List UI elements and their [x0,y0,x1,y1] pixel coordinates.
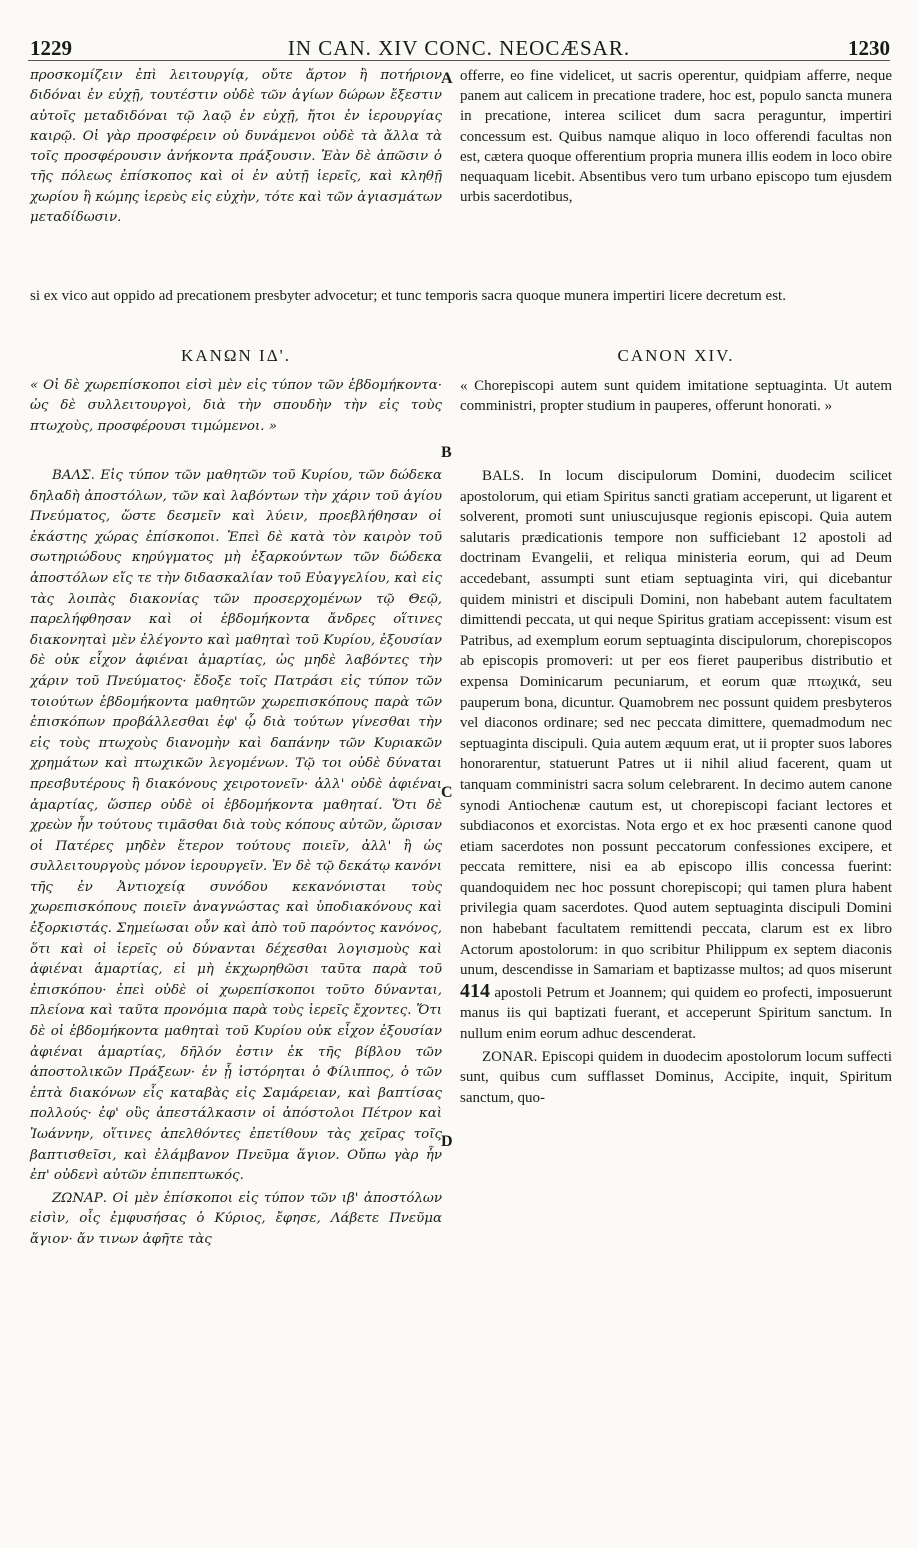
header-rule [28,60,890,61]
full-width-latin: si ex vico aut oppido ad precationem presbyter advocetur; et tunc temporis sacra quoque munera impertiri licere decretum est. [30,288,786,304]
canon-latin-block [460,376,892,416]
column-number-414: 414 [460,979,490,1002]
canon-latin-title: CANON XIV. [617,346,735,365]
page-number-right: 1230 [848,36,890,60]
margin-marker-c: C [441,784,453,801]
top-latin-column [460,66,892,207]
top-greek-text: προσκομίζειν ἐπὶ λειτουργίᾳ, οὔτε ἄρτον ἢ ποτήριον διδόναι ἐν εὐχῇ, τουτέστιν οὐδὲ τῶν ἁγίων δώρων ἔξεστιν αὐτοῖς μεταδιδόναι τῷ λαῷ ἐν εὐχῇ, ἤτοι ἐν ἱερουργίας καιρῷ. Οἱ γὰρ προσφέρειν οὐ δυνάμενοι οὐδὲ τὰ ἄλλα τὰ τοῖς προσφέρουσιν ἀνήκοντα πράξουσιν. Ἐὰν δὲ ἀπῶσιν ὁ τῆς πόλεως ἐπίσκοπος καὶ οἱ ἐν αὐτῇ ἱερεῖς, καὶ κληθῇ χωρίου ἢ κώμης ἱερεὺς εἰς εὐχὴν, τότε καὶ τῶν ἁγιασμάτων μεταδίδωσιν. [30,68,442,226]
balsamon-greek: ΒΑΛΣ. Εἰς τύπον τῶν μαθητῶν τοῦ Κυρίου, τῶν δώδεκα δηλαδὴ ἀποστόλων, τῶν καὶ λαβόντων τὴν χάριν τοῦ ἁγίου Πνεύματος, ὥστε δεσμεῖν καὶ λύειν, προεβλήθησαν οἱ ἑκάστης χώρας ἐπίσκοποι. Ἐπεὶ δὲ κατὰ τὸν καιρὸν τοῦ σωτηριώδους κηρύγματος μὴ ἐξαρκούντων τῶν δώδεκα ἀποστόλων εἴς τε τὴν διδασκαλίαν τοῦ Εὐαγγελίου, καὶ εἰς τὰς λοιπὰς διακονίας τῶν προσερχομένων τῷ Θεῷ, παρελήφθησαν καὶ οἱ ἑβδομήκοντα ἄνδρες οἵτινες διακονηταὶ μὲν ἐλέγοντο καὶ μαθηταὶ τοῦ Κυρίου, ἐξουσίαν δὲ οὐκ εἶχον ἀφιέναι ἁμαρτίας, ὡς μηδὲ λαβόντες τὴν χάριν τοῦ Πνεύματος· ἔδοξε τοῖς Πατράσι εἰς τύπον τῶν τοιούτων ἑβδομήκοντα μαθητῶν χωρεπισκόπους παρὰ τῶν ἐπισκόπων προβάλλεσθαι ἐφ' ᾧ διὰ τούτων γίνεσθαι τὴν εἰς τοὺς πτωχοὺς διανομὴν καὶ δαπάνην τῶν Κυριακῶν χρημάτων καὶ πτωχικῶν λεγομένων. Τῷ τοι οὐδὲ δύναται πρεσβυτέρους ἢ διακόνους χειροτονεῖν· ἀλλ' οὐδὲ ἀφιέναι ἁμαρτίας, ὥσπερ οὐδὲ οἱ ἑβδομήκοντα μαθηταί. Ὅτι δὲ χρεὼν ἦν τούτους τιμᾶσθαι διὰ τοὺς κόπους αὐτῶν, ὥρισαν οἱ Πατέρες μηδὲν ἕτερον τούτους ποιεῖν, ἀλλ' ἢ ὡς συλλειτουργοὺς μόνον ἱερουργεῖν. Ἐν δὲ τῷ δεκάτῳ κανόνι τῆς ἐν Ἀντιοχείᾳ συνόδου κεκανόνισται τοὺς χωρεπισκόπους ποιεῖν ἀναγνώστας καὶ ὑποδιακόνους καὶ ἐξορκιστάς. Σημείωσαι οὖν καὶ ἀπὸ τοῦ παρόντος κανόνος, ὅτι καὶ οἱ ἱερεῖς οὐ δύνανται δέχεσθαι λογισμοὺς καὶ ἀφιέναι ἁμαρτίας, εἰ μὴ ἐκχωρηθῶσι ταῦτα παρὰ τοῦ ἐπισκόπου· ἐπεὶ οὐδὲ οἱ χωρεπίσκοποι τοῦτο δύνανται, πλείονα καὶ ταῦτα προνόμια παρὰ τοὺς ἱερεῖς ἔχοντες. Ὅτι δὲ οἱ ἑβδομήκοντα μαθηταὶ τοῦ Κυρίου οὐκ εἶχον ἐξουσίαν ἀφιέναι ἁμαρτίας, δῆλόν ἐστιν ἐκ τῆς βίβλου τῶν ἀποστολικῶν Πράξεων· ἐν ᾗ ἱστόρηται ὁ Φίλιππος, ὁ τῶν ἑπτὰ διακόνων εἷς καταβὰς εἰς Σαμάρειαν, καὶ βαπτίσας πολλούς· ἐφ' οὓς ἀπεστάλκασιν οἱ ἀπόστολοι Πέτρον καὶ Ἰωάννην, οἵτινες ἀπελθόντες ἐπετίθουν τὰς χεῖρας τοῖς βαπτισθεῖσι, καὶ ἐλάμβανον Πνεῦμα ἅγιον. Οὔπω γὰρ ἦν ἐπ' οὐδενὶ αὐτῶν ἐπιπεπτωκός. [30,468,442,1184]
commentary-latin-column [460,466,892,1108]
top-latin-text: offerre, eo fine videlicet, ut sacris operentur, quidpiam afferre, neque panem aut calicem in precatione tradere, hoc est, populo sancta munera in precatione, interea scilicet dum sacra peraguntur, impertiri concessum est. Quibus namque aliquo in loco offerendi facultas non est, cætera quoque offerentium propria munera illis eodem in loco obire nequaquam licebit. Absentibus vero tum urbano episcopo tum ejusdem urbis sacerdotibus, [460,68,892,206]
canon-greek-text: « Οἱ δὲ χωρεπίσκοποι εἰσὶ μὲν εἰς τύπον τῶν ἑβδομήκοντα· ὡς δὲ συλλειτουργοὶ, διὰ τὴν σπουδὴν τὴν εἰς τοὺς πτωχοὺς, προσφέρουσι τιμώμενοι. » [30,378,442,434]
running-title: IN CAN. XIV CONC. NEOCÆSAR. [287,36,631,60]
canon-greek-title: ΚΑΝΩΝ ΙΔ'. [181,346,291,365]
commentary-greek-column [30,466,442,1251]
running-header [0,14,918,60]
zonaras-latin: ZONAR. Episcopi quidem in duodecim apostolorum locum suffecti sunt, quibus cum sufflasset Dominus, Accipite, inquit, Spiritum sanctum, quo- [460,1048,892,1106]
margin-marker-d: D [441,1133,453,1150]
zonaras-greek: ΖΩΝΑΡ. Οἱ μὲν ἐπίσκοποι εἰς τύπον τῶν ιβ' ἀποστόλων εἰσὶν, οἷς ἐμφυσήσας ὁ Κύριος, ἔφησε, Λάβετε Πνεῦμα ἅγιον· ἄν τινων ἀφῆτε τὰς [30,1190,442,1247]
balsamon-latin-main: BALS. In locum discipulorum Domini, duodecim scilicet apostolorum, qui etiam Spiritus sancti gratiam acceperunt, ut ligarent et solverent, promoti sunt uniuscujusque regionis episcopi. Quia autem salutaris prædicationis tempore non sufficiebant 12 apostoli ad doctrinam Evangelii, et reliqua ministeria eorum, qui ad Deum accedebant, assumpti sunt etiam septuaginta viri, qui dicebantur quidem ministri et discipuli Domini, non habebant autem facultatem dimittendi peccata, ut qui neque Spiritus gratiam accepissent: visum est Patribus, ad exemplum eorum septuaginta discipulorum, chorepiscopos ab episcopis promoveri: ut per eos fieret pauperibus distributio et expensa Dominicarum pecuniarum, et eorum quæ πτωχικά, seu pauperum bona, dicuntur. Quamobrem nec possunt quidem presbyteros vel diaconos ordinare; sed nec peccata dimittere, quemadmodum nec septuaginta discipuli. Quia autem æquum erat, ut ii propter suos labores honorarentur, statuerunt Patres ut ii nihil aliud facerent, quam ut tanquam comministri sacra solum celebrarent. In decimo autem canone synodi Antiochenæ cautum est, ut chorepiscopi faciant lectores et subdiaconos et exorcistas. Nota ergo et ex hoc præsenti canone quod etiam sacerdotes non possunt peccatorum confessiones excipere, et peccata remittere, nisi ea ab episcopo illis concessa fuerint: quandoquidem nec hoc possunt chorepiscopi; qui tamen plura habent privilegia quam sacerdotes. Quod autem septuaginta discipuli Domini non habebant facultatem remittendi peccata, clarum est ex libro Actorum apostolorum: in quo scribitur Philippum ex septem diaconis unum, descendisse in Samariam et baptizasse multos; ad quos miserunt [460,468,892,979]
canon-greek-block [30,376,442,437]
page-number-left: 1229 [30,36,72,60]
margin-marker-b: B [441,444,452,461]
top-greek-column [30,66,442,228]
balsamon-latin [460,466,892,1045]
canon-latin-text: « Chorepiscopi autem sunt quidem imitatione septuaginta. Ut autem comministri, propter studium in pauperes, offerunt honorati. » [460,378,892,415]
margin-marker-a: A [441,70,453,87]
balsamon-latin-end: apostoli Petrum et Joannem; qui quidem eo profecti, imposuerunt manus iis qui baptizati fuerant, et acceperunt Spiritum sanctum. In nullum enim eorum adhuc descenderat. [460,984,893,1043]
